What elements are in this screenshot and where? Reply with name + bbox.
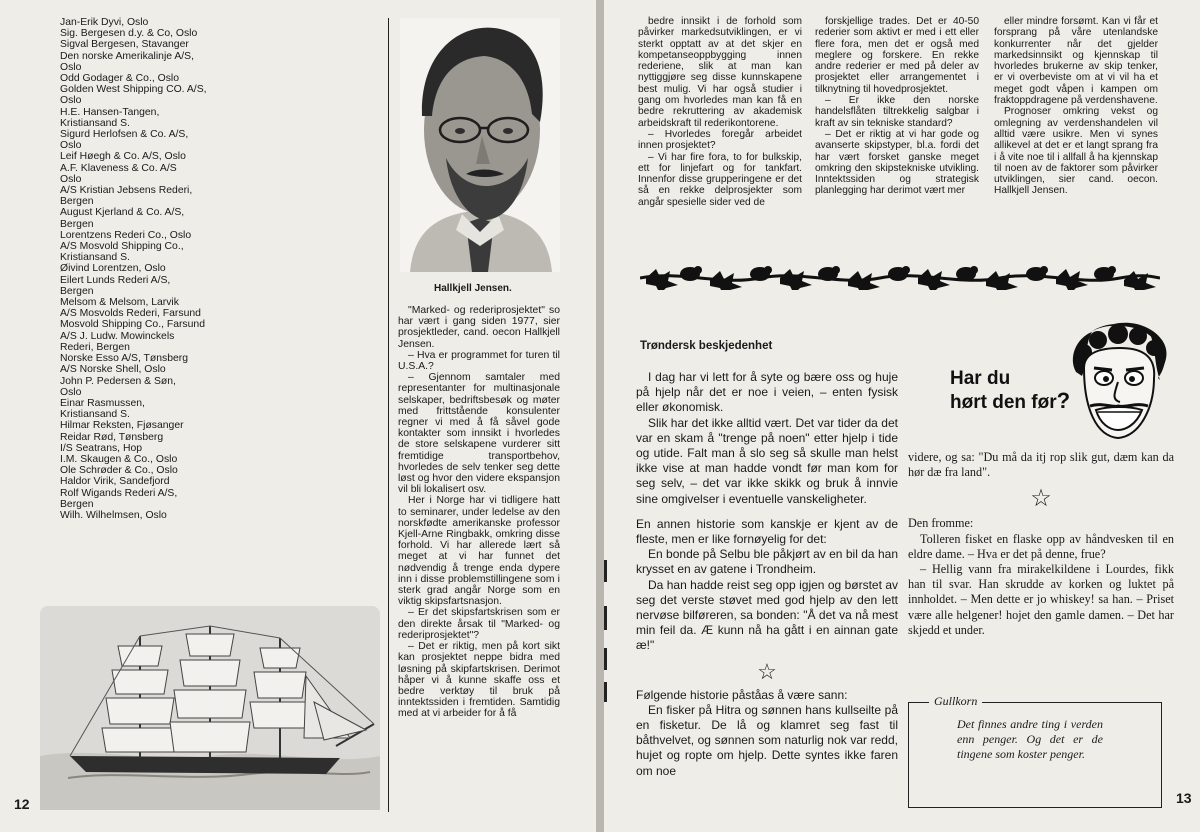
gullkorn-box [908, 694, 1162, 808]
list-entry: Eilert Lunds Rederi A/S, [60, 274, 171, 286]
cartoon-face-illustration [1062, 322, 1172, 446]
list-entry: Bergen [60, 285, 94, 297]
interview-paragraph: Her i Norge har vi tidligere hatt to seminarer, under ledelse av den norskfødte amerikanske professor Kjell-Arne Ringbakk, omkring disse forhold. Vi har allerede lært så meget at vi har funnet det nødvendig å trenge enda dypere inn i disse problemstillingene som i sterk grad angår Norge som en viktig skipsfartsnasjon. [398, 495, 560, 608]
sailing-ship-illustration [40, 606, 380, 810]
gutter-shadow-marks [604, 0, 612, 832]
list-entry: A/S Kristian Jebsens Rederi, [60, 185, 193, 197]
list-entry: Hilmar Reksten, Fjøsanger [60, 420, 184, 432]
page-number-left: 12 [14, 796, 30, 812]
article-column-2 [815, 16, 979, 197]
title-line-2 [950, 390, 1070, 414]
list-entry: Rolf Wigands Rederi A/S, [60, 487, 178, 499]
story-paragraph: En bonde på Selbu ble påkjørt av en bil da han krysset en av gatene i Trondheim. [636, 547, 898, 577]
article-paragraph: – Det er riktig at vi har gode og avanserte skipstyper, bl.a. fordi det har vært forsket ganske meget omkring den skipstekniske utvikling. Inntektssiden og strategisk planlegging har derimot vært mer [815, 128, 979, 197]
story-paragraph: En fisker på Hitra og sønnen hans kullseilte på en fisketur. De lå og klamret seg fast til båthvelvet, og sønnen som naturlig nok var redd, hujet og ropte om hjelp. Dette syntes ikke faren om noe [636, 702, 898, 778]
interview-paragraph: – Gjennom samtaler med representanter for multinasjonale selskaper, bedriftsbesøk og møter med frittstående konsulenter regner vi med å få såvel gode kontakter som innsikt i hvorledes de store selskapene vurderer sitt fremtidige transportbehov, hvorledes de selv tenker seg dette løst og hvor den videre ekspansjon vil bli lokalisert osv. [398, 372, 560, 496]
star-divider-2: ☆ [1030, 486, 1052, 513]
har-du-hort-den-for-title [950, 368, 1070, 414]
list-entry: Sigval Bergesen, Stavanger [60, 39, 189, 51]
portrait-photo [400, 18, 560, 272]
list-entry: August Kjerland & Co. A/S, [60, 207, 185, 219]
list-entry: A.F. Klaveness & Co. A/S [60, 162, 177, 174]
article-paragraph: eller mindre forsømt. Kan vi får et forsprang på våre utenlandske konkurrenter når det gjelder markedsinnsikt og kjennskap til hvorledes brukerne av skip tenker, er vi overbeviste om at vi vil ha et meget godt våpen i kampen om fraktoppdragene på verdenshavene. [994, 16, 1158, 107]
list-entry: Den norske Amerikalinje A/S, [60, 50, 194, 62]
story-paragraph: En annen historie som kanskje er kjent av de fleste, men er like fornøyelig for det: [636, 516, 898, 547]
story-heading: Trøndersk beskjedenhet [640, 340, 773, 352]
joke-ending: videre, og sa: "Du må da itj rop slik gut, dæm kan da hør dæ fra land". [908, 450, 1174, 480]
list-entry: Odd Godager & Co., Oslo [60, 73, 179, 85]
story-paragraph: Slik har det ikke alltid vært. Det var tider da det var en skam å "trenge på noen" etter hjelp i tide og utide. Falt man å slo seg så skulle man helst ikke vise at man hadde vondt før man kom for seg selv, – det var ikke skikk og bruk å innvie sine omgivelser i eventuelle vanskeligheter. [636, 415, 898, 506]
list-entry: Kristiansand S. [60, 409, 130, 421]
list-entry: Oslo [60, 173, 82, 185]
left-page [0, 0, 596, 832]
article-column-1 [638, 16, 802, 208]
joke2-title: Den fromme: [908, 516, 974, 531]
list-entry: Norske Esso A/S, Tønsberg [60, 353, 189, 365]
list-entry: A/S J. Ludw. Mowinckels [60, 330, 175, 342]
list-entry: A/S Mosvolds Rederi, Farsund [60, 308, 201, 320]
joke-paragraph: – Hellig vann fra mirakelkildene i Lourdes, fikk han til svar. Han skrudde av korken og luktet på innholdet. – Men dette er jo whiskey! sa han. – Priset være alle helgener! hojet den gamle damen. – Det har skjedd et under. [908, 562, 1174, 637]
list-entry: Mosvold Shipping Co., Farsund [60, 319, 205, 331]
story-paragraph: Følgende historie påståas å være sann: [636, 687, 848, 702]
list-entry: Kristiansand S. [60, 117, 130, 129]
list-entry: Lorentzens Rederi Co., Oslo [60, 229, 192, 241]
list-entry: Leif Høegh & Co. A/S, Oslo [60, 151, 186, 163]
list-entry: Oslo [60, 61, 82, 73]
title-line-1: Har du [950, 368, 1011, 389]
photo-caption: Hallkjell Jensen. [434, 283, 512, 294]
interview-paragraph: "Marked- og rederiprosjektet" so har vært i gang siden 1977, sier prosjektleder, cand. oecon Hallkjell Jensen. [398, 305, 560, 350]
list-entry: I/S Seatrans, Hop [60, 442, 143, 454]
list-entry: Oslo [60, 95, 82, 107]
shipowner-list [60, 17, 230, 521]
list-entry: Oslo [60, 386, 82, 398]
interview-paragraph: – Hva er programmet for turen til U.S.A.? [398, 349, 560, 373]
list-entry: Bergen [60, 218, 94, 230]
article-paragraph: – Vi har fire fora, to for bulkskip, ett for linjefart og for tankfart. Innenfor disse grupperingene er det så en rekke delprosjekter som angår spesielle sider ved de [638, 151, 802, 208]
list-entry: Øivind Lorentzen, Oslo [60, 263, 166, 275]
list-entry: Bergen [60, 196, 94, 208]
list-entry: A/S Mosvold Shipping Co., [60, 241, 184, 253]
binding-gutter [596, 0, 604, 832]
title-question-mark: ? [1056, 388, 1071, 413]
page-number-right: 13 [1176, 790, 1192, 806]
star-divider: ☆ [757, 658, 777, 684]
title-line-2-text: hørt den før [950, 392, 1057, 413]
list-entry: Sig. Bergesen d.y. & Co, Oslo [60, 28, 198, 40]
joke-column [908, 450, 1174, 638]
list-entry: Sigurd Herlofsen & Co. A/S, [60, 129, 189, 141]
list-entry: Wilh. Wilhelmsen, Oslo [60, 509, 167, 521]
article-paragraph: – Hvorledes foregår arbeidet innen prosjektet? [638, 128, 802, 152]
column-divider [388, 18, 389, 812]
interview-paragraph: – Det er riktig, men på kort sikt kan prosjektet neppe bidra med løsning på skipfartskrisen. Derimot håper vi å kunne skaffe oss et bedre verktøy til bruk på inntektssiden i fremtiden. Samtidig med at vi arbeider for å få [398, 641, 560, 720]
gullkorn-text: Det finnes andre ting i verden enn penger. Og det er de tingene som koster penger. [957, 717, 1103, 761]
list-entry: H.E. Hansen-Tangen, [60, 106, 160, 118]
article-paragraph: bedre innsikt i de forhold som påvirker markedsutviklingen, er vi sterkt opptatt av at det skjer en kompetanseoppbygging innen rederiene, slik at man kan nyttiggjøre seg disse kunnskapene best mulig. Vi har også studier i gang om hvorledes man kan få en bedre rekruttering av akademisk arbeidskraft til rederikontorene. [638, 16, 802, 129]
list-entry: Melsom & Melsom, Larvik [60, 297, 179, 309]
list-entry: Bergen [60, 498, 94, 510]
joke-paragraph: Tolleren fisket en flaske opp av håndvesken til en eldre dame. – Hva er det på denne, frue? [908, 531, 1174, 561]
interview-paragraph: – Er det skipsfartskrisen som er den direkte årsak til "Marked- og rederiprosjektet"? [398, 607, 560, 641]
article-column-3 [994, 16, 1158, 197]
gullkorn-title: Gullkorn [929, 694, 982, 709]
list-entry: Golden West Shipping CO. A/S, [60, 84, 207, 96]
interview-column [398, 305, 560, 720]
article-paragraph: Prognoser omkring vekst og omlegning av verdenshandelen vil alltid være usikre. Men vi synes allikevel at det er et langt sprang fra i å vite noe til i allfall å ha kjennskap til noen av de faktorer som påvirker utviklingen, sier cand. oecon. Hallkjell Jensen. [994, 106, 1158, 197]
list-entry: Reidar Rød, Tønsberg [60, 431, 164, 443]
story-paragraph: Da han hadde reist seg opp igjen og børstet av seg det verste støvet med god hjelp av den lett nervøse bilføreren, sa bonden: "Å det va nå mest min feil da. Æ kunn nå ha gått i en ainnan gate æ!" [636, 577, 898, 653]
article-paragraph: forskjellige trades. Det er 40-50 rederier som aktivt er med i ett eller flere fora, men det er også med meglere og forskere. En rekke andre rederier er med på deler av prosjektet eller arrangementet i tilknytning til hovedprosjektet. [815, 16, 979, 95]
story-paragraph: I dag har vi lett for å syte og bære oss og huje på hjelp når det er noe i veien, – enten fysisk eller økonomisk. [636, 370, 898, 415]
list-entry: A/S Norske Shell, Oslo [60, 364, 166, 376]
article-paragraph: – Er ikke den norske handelsflåten tiltrekkelig salgbar i kraft av sin tekniske standard? [815, 95, 979, 129]
list-entry: John P. Pedersen & Søn, [60, 375, 176, 387]
right-page [604, 0, 1200, 832]
list-entry: Rederi, Bergen [60, 341, 130, 353]
story-column [636, 370, 898, 779]
list-entry: Jan-Erik Dyvi, Oslo [60, 17, 149, 28]
list-entry: I.M. Skaugen & Co., Oslo [60, 453, 178, 465]
list-entry: Einar Rasmussen, [60, 397, 145, 409]
list-entry: Oslo [60, 140, 82, 152]
list-entry: Kristiansand S. [60, 252, 130, 264]
holly-bird-garland [640, 262, 1160, 290]
list-entry: Ole Schrøder & Co., Oslo [60, 465, 178, 477]
list-entry: Haldor Virik, Sandefjord [60, 476, 170, 488]
